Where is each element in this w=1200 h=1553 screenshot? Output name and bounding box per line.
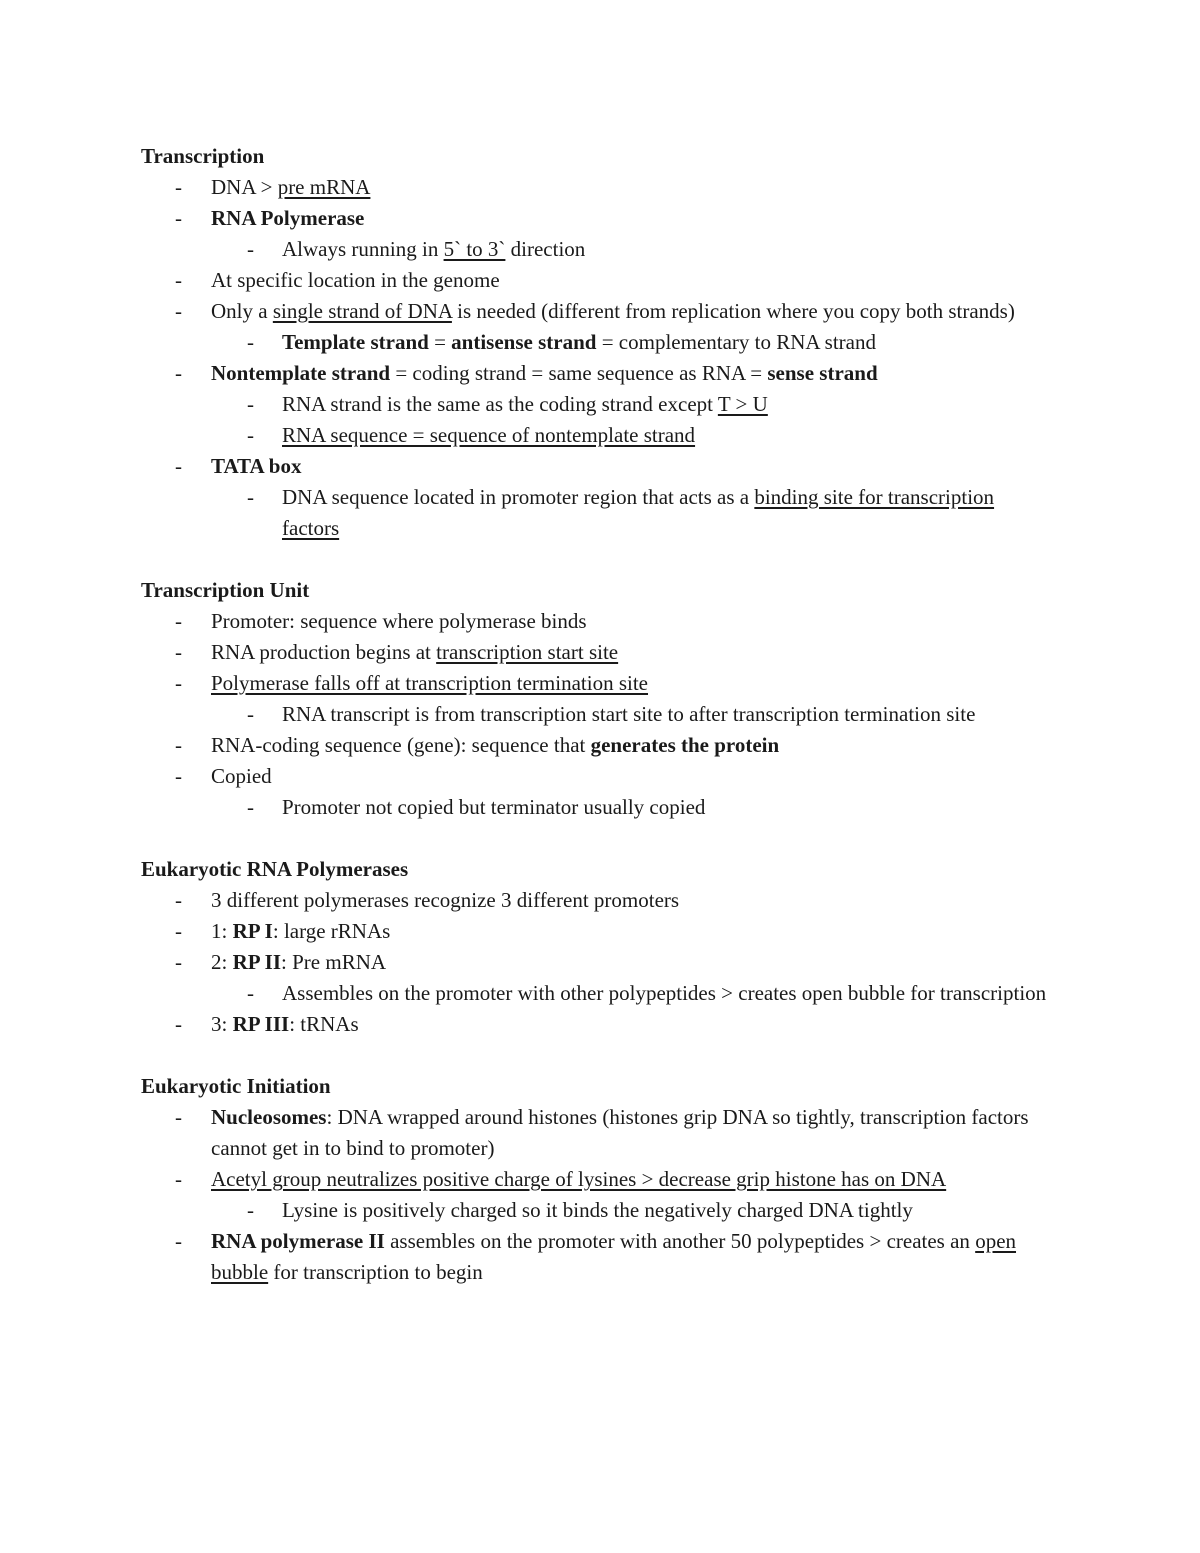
bullet-item [141,1009,1051,1040]
underlined-text: RNA sequence = sequence of nontemplate strand [282,423,696,447]
bullet-list [141,1102,1051,1288]
section-heading: Eukaryotic RNA Polymerases [141,857,409,881]
underlined-text: Polymerase falls off at transcription termination site [211,671,649,695]
dash-bullet-icon: - [247,485,254,509]
body-text: At specific location in the genome [211,268,500,292]
body-text: direction [505,237,586,261]
body-text: for transcription to begin [268,1260,483,1284]
sub-bullet-item [141,699,1051,730]
dash-bullet-icon: - [175,361,182,385]
section-heading: Transcription Unit [141,578,310,602]
body-text: RNA transcript is from transcription start site to after transcription termination site [282,702,976,726]
bold-text: generates the protein [590,733,780,757]
bullet-item [141,761,1051,792]
dash-bullet-icon: - [175,175,182,199]
dash-bullet-icon: - [175,764,182,788]
bullet-item [141,885,1051,916]
bold-text: Nontemplate strand [211,361,391,385]
dash-bullet-icon: - [175,206,182,230]
dash-bullet-icon: - [175,268,182,292]
dash-bullet-icon: - [175,671,182,695]
underlined-text: single strand of DNA [272,299,452,323]
bullet-item [141,1226,1051,1288]
section [141,854,1051,1040]
bullet-item [141,947,1051,978]
bold-text: TATA box [211,454,302,478]
bullet-item [141,606,1051,637]
underlined-text: 5` to 3` [443,237,506,261]
body-text: : tRNAs [289,1012,359,1036]
body-text: 3: [211,1012,233,1036]
sub-bullet-item [141,389,1051,420]
body-text: is needed (different from replication where you copy both strands) [451,299,1015,323]
dash-bullet-icon: - [175,1167,182,1191]
body-text: Promoter not copied but terminator usually copied [282,795,706,819]
bold-text: RP II [232,950,282,974]
body-text: = complementary to RNA strand [596,330,876,354]
body-text: assembles on the promoter with another 50 polypeptides > creates an [384,1229,976,1253]
sub-bullet-item [141,978,1051,1009]
body-text: Lysine is positively charged so it binds the negatively charged DNA tightly [282,1198,913,1222]
dash-bullet-icon: - [247,1198,254,1222]
bullet-item [141,1164,1051,1195]
bullet-item [141,358,1051,389]
body-text: : DNA wrapped around histones (histones grip DNA so tightly, transcription factors cannot get in to bind to promoter) [211,1105,1029,1160]
bullet-item [141,172,1051,203]
body-text: DNA sequence located in promoter region that acts as a [282,485,755,509]
bold-text: antisense strand [451,330,597,354]
dash-bullet-icon: - [247,237,254,261]
body-text: = [428,330,452,354]
body-text: Always running in [282,237,444,261]
dash-bullet-icon: - [175,950,182,974]
section [141,575,1051,823]
dash-bullet-icon: - [175,299,182,323]
dash-bullet-icon: - [247,981,254,1005]
dash-bullet-icon: - [247,423,254,447]
sub-bullet-item [141,792,1051,823]
dash-bullet-icon: - [175,454,182,478]
body-text: 3 different polymerases recognize 3 different promoters [211,888,680,912]
dash-bullet-icon: - [175,919,182,943]
dash-bullet-icon: - [175,888,182,912]
underlined-text: Acetyl group neutralizes positive charge of lysines > decrease grip histone has on DNA [211,1167,947,1191]
bullet-item [141,265,1051,296]
body-text: 2: [211,950,233,974]
section [141,141,1051,544]
underlined-text: T > U [717,392,768,416]
dash-bullet-icon: - [175,609,182,633]
dash-bullet-icon: - [247,702,254,726]
section-heading: Eukaryotic Initiation [141,1074,331,1098]
dash-bullet-icon: - [247,330,254,354]
sub-bullet-item [141,482,1051,544]
sub-bullet-item [141,234,1051,265]
bullet-item [141,1102,1051,1164]
document-page [141,141,1051,1319]
dash-bullet-icon: - [175,1229,182,1253]
bullet-item [141,668,1051,699]
dash-bullet-icon: - [175,1105,182,1129]
body-text: = coding strand = same sequence as RNA = [390,361,768,385]
sub-bullet-item [141,327,1051,358]
dash-bullet-icon: - [175,640,182,664]
bullet-item [141,451,1051,482]
bullet-list [141,172,1051,544]
body-text: Copied [211,764,272,788]
body-text: Promoter: sequence where polymerase binds [211,609,587,633]
bold-text: RP III [232,1012,290,1036]
bold-text: RNA polymerase II [211,1229,385,1253]
bullet-list [141,885,1051,1040]
bold-text: RP I [232,919,273,943]
bullet-item [141,203,1051,234]
section [141,1071,1051,1288]
dash-bullet-icon: - [247,795,254,819]
bold-text: Template strand [282,330,429,354]
bold-text: Nucleosomes [211,1105,327,1129]
body-text: Assembles on the promoter with other polypeptides > creates open bubble for transcription [282,981,1047,1005]
underlined-text: transcription start site [436,640,619,664]
dash-bullet-icon: - [175,1012,182,1036]
body-text: RNA-coding sequence (gene): sequence that [211,733,591,757]
body-text: RNA production begins at [211,640,437,664]
body-text: 1: [211,919,233,943]
sub-bullet-item [141,1195,1051,1226]
sub-bullet-item [141,420,1051,451]
body-text: Only a [211,299,273,323]
underlined-text: open bubble [211,1229,1017,1284]
body-text: : large rRNAs [272,919,391,943]
dash-bullet-icon: - [247,392,254,416]
bullet-item [141,916,1051,947]
bullet-list [141,606,1051,823]
bullet-item [141,296,1051,327]
body-text: RNA strand is the same as the coding strand except [282,392,718,416]
body-text: : Pre mRNA [281,950,387,974]
underlined-text: binding site for transcription factors [282,485,995,540]
dash-bullet-icon: - [175,733,182,757]
underlined-text: pre mRNA [277,175,371,199]
bold-text: RNA Polymerase [211,206,365,230]
bullet-item [141,730,1051,761]
section-heading: Transcription [141,144,265,168]
body-text: DNA > [211,175,278,199]
bullet-item [141,637,1051,668]
bold-text: sense strand [767,361,878,385]
